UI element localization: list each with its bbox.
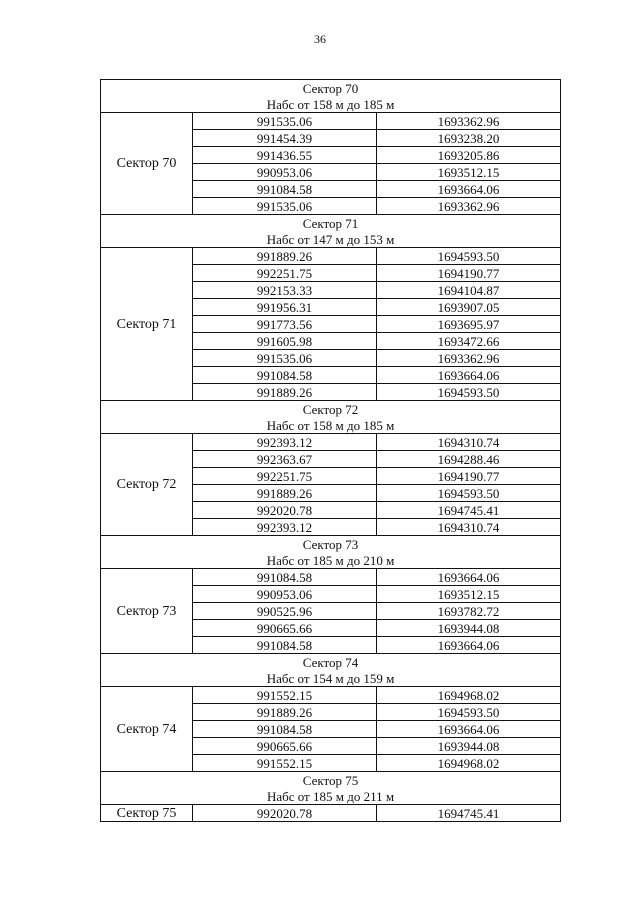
coordinate-y: 1694593.50 bbox=[377, 704, 561, 721]
sector-header-title: Сектор 74 bbox=[101, 654, 561, 671]
coordinate-x: 992393.12 bbox=[193, 519, 377, 536]
coordinate-x: 991535.06 bbox=[193, 198, 377, 215]
coordinate-y: 1693238.20 bbox=[377, 130, 561, 147]
coordinate-y: 1693362.96 bbox=[377, 198, 561, 215]
sector-label: Сектор 73 bbox=[101, 569, 193, 654]
coordinate-y: 1693782.72 bbox=[377, 603, 561, 620]
table-row bbox=[101, 569, 561, 586]
coordinate-x: 991773.56 bbox=[193, 316, 377, 333]
sector-label: Сектор 74 bbox=[101, 687, 193, 772]
coordinate-x: 992153.33 bbox=[193, 282, 377, 299]
sector-label: Сектор 75 bbox=[101, 805, 193, 822]
sector-header-row bbox=[101, 80, 561, 97]
sector-header-row bbox=[101, 401, 561, 418]
sector-height-range: Набс от 185 м до 211 м bbox=[101, 788, 561, 805]
sector-header-row bbox=[101, 788, 561, 805]
coordinate-y: 1693512.15 bbox=[377, 586, 561, 603]
coordinate-y: 1693472.66 bbox=[377, 333, 561, 350]
coordinate-y: 1693664.06 bbox=[377, 181, 561, 198]
coordinate-y: 1693664.06 bbox=[377, 367, 561, 384]
sector-height-range: Набс от 185 м до 210 м bbox=[101, 552, 561, 569]
coordinate-x: 992020.78 bbox=[193, 502, 377, 519]
coordinate-x: 992363.67 bbox=[193, 451, 377, 468]
coordinate-y: 1693664.06 bbox=[377, 637, 561, 654]
table-row bbox=[101, 687, 561, 704]
sector-header-title: Сектор 73 bbox=[101, 536, 561, 553]
coordinate-x: 991889.26 bbox=[193, 485, 377, 502]
coordinate-y: 1694745.41 bbox=[377, 502, 561, 519]
coordinate-y: 1694104.87 bbox=[377, 282, 561, 299]
coordinate-x: 992020.78 bbox=[193, 805, 377, 822]
table-row bbox=[101, 113, 561, 130]
coordinate-x: 991956.31 bbox=[193, 299, 377, 316]
coordinate-y: 1693944.08 bbox=[377, 738, 561, 755]
sector-header-title: Сектор 71 bbox=[101, 215, 561, 232]
coordinate-y: 1693512.15 bbox=[377, 164, 561, 181]
sector-label: Сектор 70 bbox=[101, 113, 193, 215]
sector-header-row bbox=[101, 417, 561, 434]
coordinate-y: 1693944.08 bbox=[377, 620, 561, 637]
sector-label: Сектор 72 bbox=[101, 434, 193, 536]
sector-header-row bbox=[101, 772, 561, 789]
coordinate-y: 1694593.50 bbox=[377, 384, 561, 401]
coordinate-x: 992251.75 bbox=[193, 265, 377, 282]
coordinate-x: 991605.98 bbox=[193, 333, 377, 350]
table-row bbox=[101, 248, 561, 265]
coordinate-y: 1693362.96 bbox=[377, 113, 561, 130]
coordinate-y: 1694745.41 bbox=[377, 805, 561, 822]
coordinate-y: 1694968.02 bbox=[377, 687, 561, 704]
coordinate-x: 991084.58 bbox=[193, 721, 377, 738]
coordinate-y: 1694190.77 bbox=[377, 468, 561, 485]
sector-height-range: Набс от 158 м до 185 м bbox=[101, 96, 561, 113]
coordinate-x: 990525.96 bbox=[193, 603, 377, 620]
coordinate-x: 990665.66 bbox=[193, 738, 377, 755]
coordinate-y: 1694288.46 bbox=[377, 451, 561, 468]
coordinate-y: 1693362.96 bbox=[377, 350, 561, 367]
coordinate-x: 990953.06 bbox=[193, 164, 377, 181]
sector-label: Сектор 71 bbox=[101, 248, 193, 401]
coordinate-y: 1694593.50 bbox=[377, 248, 561, 265]
coordinate-y: 1694968.02 bbox=[377, 755, 561, 772]
coordinate-x: 990665.66 bbox=[193, 620, 377, 637]
coordinate-y: 1694310.74 bbox=[377, 434, 561, 451]
sector-height-range: Набс от 158 м до 185 м bbox=[101, 417, 561, 434]
coordinate-x: 992393.12 bbox=[193, 434, 377, 451]
coordinate-x: 991535.06 bbox=[193, 350, 377, 367]
coordinate-y: 1693664.06 bbox=[377, 569, 561, 586]
coordinate-y: 1694593.50 bbox=[377, 485, 561, 502]
coordinate-x: 990953.06 bbox=[193, 586, 377, 603]
sector-header-row bbox=[101, 654, 561, 671]
sector-height-range: Набс от 147 м до 153 м bbox=[101, 231, 561, 248]
coordinate-x: 991084.58 bbox=[193, 181, 377, 198]
table-row bbox=[101, 805, 561, 822]
sector-header-row bbox=[101, 552, 561, 569]
sector-header-title: Сектор 72 bbox=[101, 401, 561, 418]
coordinate-y: 1693907.05 bbox=[377, 299, 561, 316]
coordinate-y: 1694190.77 bbox=[377, 265, 561, 282]
sector-coordinates-table bbox=[100, 79, 561, 822]
coordinate-y: 1694310.74 bbox=[377, 519, 561, 536]
coordinate-x: 991436.55 bbox=[193, 147, 377, 164]
sector-header-title: Сектор 70 bbox=[101, 80, 561, 97]
table-row bbox=[101, 434, 561, 451]
page-number: 36 bbox=[314, 32, 326, 46]
coordinate-x: 992251.75 bbox=[193, 468, 377, 485]
coordinate-x: 991889.26 bbox=[193, 384, 377, 401]
coordinate-x: 991889.26 bbox=[193, 704, 377, 721]
sector-header-row bbox=[101, 670, 561, 687]
sector-header-title: Сектор 75 bbox=[101, 772, 561, 789]
coordinate-y: 1693695.97 bbox=[377, 316, 561, 333]
sector-header-row bbox=[101, 231, 561, 248]
coordinate-x: 991454.39 bbox=[193, 130, 377, 147]
coordinate-x: 991084.58 bbox=[193, 637, 377, 654]
coordinate-x: 991535.06 bbox=[193, 113, 377, 130]
sector-header-row bbox=[101, 96, 561, 113]
sector-header-row bbox=[101, 215, 561, 232]
coordinate-x: 991084.58 bbox=[193, 367, 377, 384]
coordinate-x: 991084.58 bbox=[193, 569, 377, 586]
coordinate-x: 991552.15 bbox=[193, 687, 377, 704]
sector-header-row bbox=[101, 536, 561, 553]
coordinate-x: 991552.15 bbox=[193, 755, 377, 772]
coordinate-y: 1693205.86 bbox=[377, 147, 561, 164]
coordinate-y: 1693664.06 bbox=[377, 721, 561, 738]
sector-height-range: Набс от 154 м до 159 м bbox=[101, 670, 561, 687]
coordinate-x: 991889.26 bbox=[193, 248, 377, 265]
